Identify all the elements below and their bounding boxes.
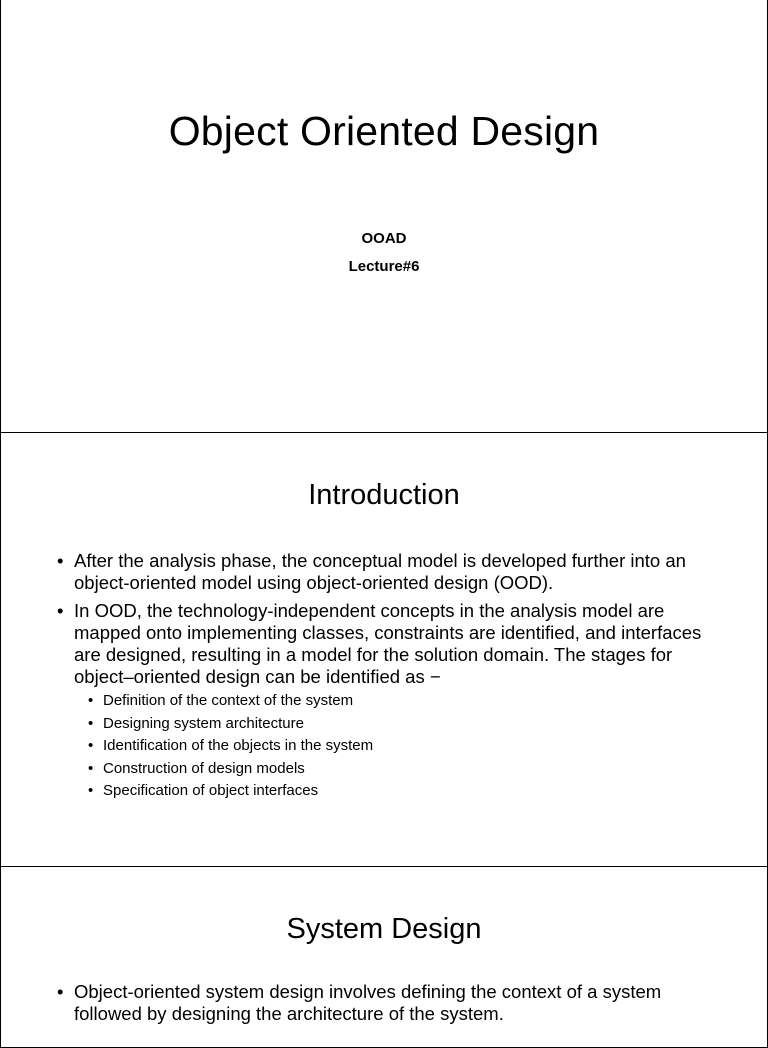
bullet-item: • Object-oriented system design involves defining the context of a system followed by designing the architecture of the system. xyxy=(57,981,709,1025)
sub-bullet-item: • Construction of design models xyxy=(86,758,709,781)
presentation-title: Object Oriented Design xyxy=(168,108,600,154)
sub-bullet-item: • Specification of object interfaces xyxy=(86,780,709,803)
bullet-item: • After the analysis phase, the conceptual model is developed further into an object-oriented model using object-oriented design (OOD). xyxy=(57,550,709,594)
slide-heading: System Design xyxy=(286,913,482,945)
bullet-item xyxy=(57,600,709,803)
slide-system-design xyxy=(0,866,768,1048)
course-subtitle: OOAD xyxy=(361,230,407,247)
lecture-subtitle: Lecture#6 xyxy=(348,258,420,275)
sub-bullet-list xyxy=(86,690,709,803)
bullet-text: In OOD, the technology-independent concepts in the analysis model are mapped onto implementing classes, constraints are identified, and interfaces are designed, resulting in a model for the solution domain. The stages for object–oriented design can be identified as − xyxy=(74,600,702,687)
slide-heading: Introduction xyxy=(308,479,460,511)
sub-bullet-item: • Identification of the objects in the system xyxy=(86,735,709,758)
slide-title-page xyxy=(0,0,768,433)
sub-bullet-item: • Definition of the context of the system xyxy=(86,690,709,713)
sub-bullet-item: • Designing system architecture xyxy=(86,713,709,736)
bullet-list xyxy=(57,550,709,809)
slide-introduction xyxy=(0,432,768,867)
